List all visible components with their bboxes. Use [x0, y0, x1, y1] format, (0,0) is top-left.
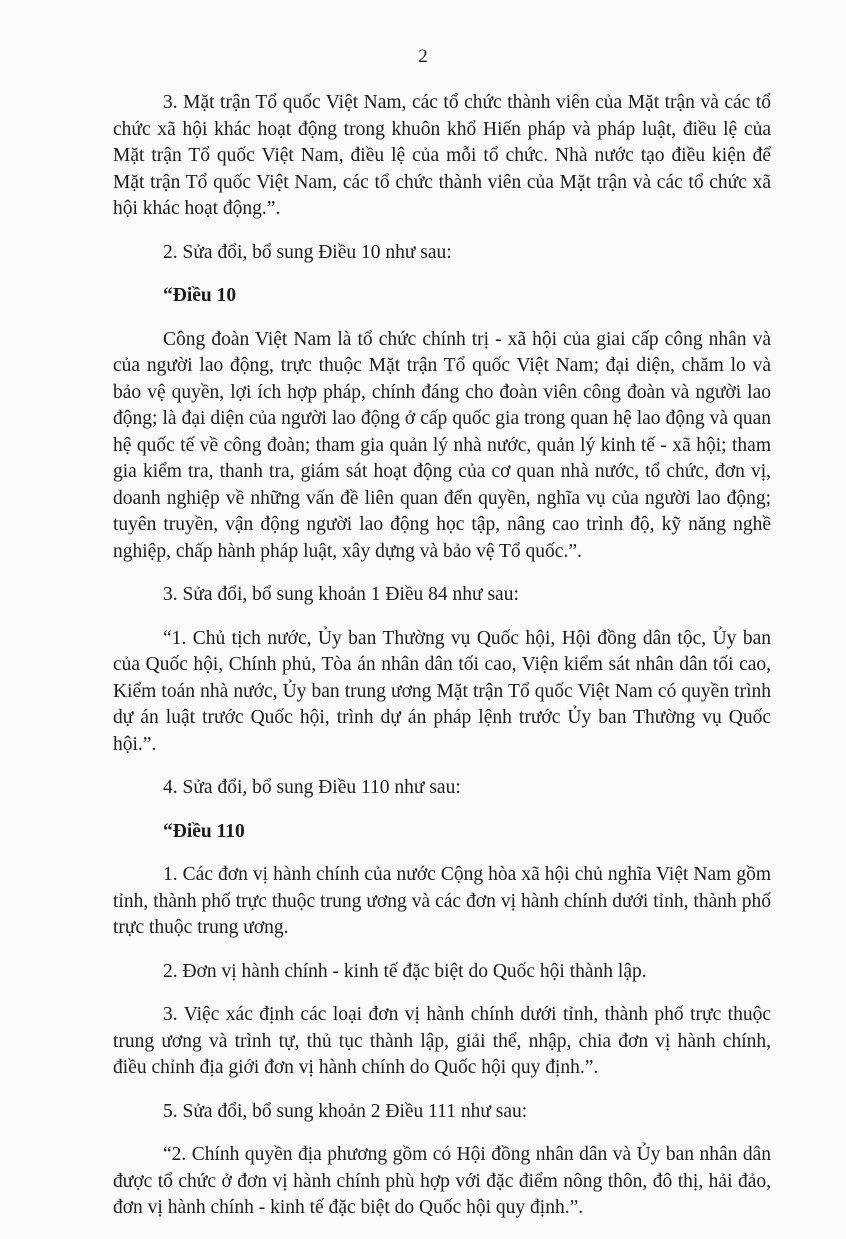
amendment-item-5: 5. Sửa đổi, bổ sung khoản 2 Điều 111 như sau: [163, 1100, 528, 1122]
paragraph-clause-3-fatherland-front: 3. Mặt trận Tổ quốc Việt Nam, các tổ chức thành viên của Mặt trận và các tổ chức xã hội khác hoạt động trong khuôn khổ Hiến pháp và pháp luật, điều lệ của Mặt trận Tổ quốc Việt Nam, điều lệ của mỗi tổ chức. Nhà nước tạo điều kiện để Mặt trận Tổ quốc Việt Nam, các tổ chức thành viên của Mặt trận và các tổ chức xã hội khác hoạt động.”. [113, 92, 771, 219]
document-body [113, 90, 771, 1239]
article-heading-110: “Điều 110 [163, 820, 245, 842]
page-number: 2 [418, 46, 428, 67]
paragraph-article-10-trade-union: Công đoàn Việt Nam là tổ chức chính trị - xã hội của giai cấp công nhân và của người lao động, trực thuộc Mặt trận Tổ quốc Việt Nam; đại diện, chăm lo và bảo vệ quyền, lợi ích hợp pháp, chính đáng cho đoàn viên công đoàn và người lao động; là đại diện của người lao động ở cấp quốc gia trong quan hệ lao động và quan hệ quốc tế về công đoàn; tham gia quản lý nhà nước, quản lý kinh tế - xã hội; tham gia kiểm tra, thanh tra, giám sát hoạt động của cơ quan nhà nước, tổ chức, đơn vị, doanh nghiệp về những vấn đề liên quan đến quyền, nghĩa vụ của người lao động; tuyên truyền, vận động người lao động học tập, nâng cao trình độ, kỹ năng nghề nghiệp, chấp hành pháp luật, xây dựng và bảo vệ Tổ quốc.”. [113, 328, 771, 562]
paragraph-article-111-clause-2: “2. Chính quyền địa phương gồm có Hội đồng nhân dân và Ủy ban nhân dân được tổ chức ở đơn vị hành chính phù hợp với đặc điểm nông thôn, đô thị, hải đảo, đơn vị hành chính - kinh tế đặc biệt do Quốc hội quy định.”. [113, 1144, 771, 1218]
amendment-item-3: 3. Sửa đổi, bổ sung khoản 1 Điều 84 như sau: [163, 584, 519, 605]
paragraph-article-84-clause-1: “1. Chủ tịch nước, Ủy ban Thường vụ Quốc hội, Hội đồng dân tộc, Ủy ban của Quốc hội, Chính phủ, Tòa án nhân dân tối cao, Viện kiểm sát nhân dân tối cao, Kiểm toán nhà nước, Ủy ban trung ương Mặt trận Tổ quốc Việt Nam có quyền trình dự án luật trước Quốc hội, trình dự án pháp lệnh trước Ủy ban Thường vụ Quốc hội.”. [113, 627, 771, 755]
paragraph-article-110-clause-1: 1. Các đơn vị hành chính của nước Cộng hòa xã hội chủ nghĩa Việt Nam gồm tỉnh, thành phố trực thuộc trung ương và các đơn vị hành chính dưới tỉnh, thành phố trực thuộc trung ương. [113, 864, 771, 938]
amendment-item-4: 4. Sửa đổi, bổ sung Điều 110 như sau: [163, 777, 461, 798]
article-heading-10: “Điều 10 [163, 285, 237, 306]
paragraph-article-110-clause-3: 3. Việc xác định các loại đơn vị hành chính dưới tỉnh, thành phố trực thuộc trung ương và trình tự, thủ tục thành lập, giải thể, nhập, chia đơn vị hành chính, điều chỉnh địa giới đơn vị hành chính do Quốc hội quy định.”. [113, 1004, 771, 1078]
paragraph-article-110-clause-2: 2. Đơn vị hành chính - kinh tế đặc biệt do Quốc hội thành lập. [163, 960, 647, 982]
amendment-item-2: 2. Sửa đổi, bổ sung Điều 10 như sau: [163, 241, 452, 263]
